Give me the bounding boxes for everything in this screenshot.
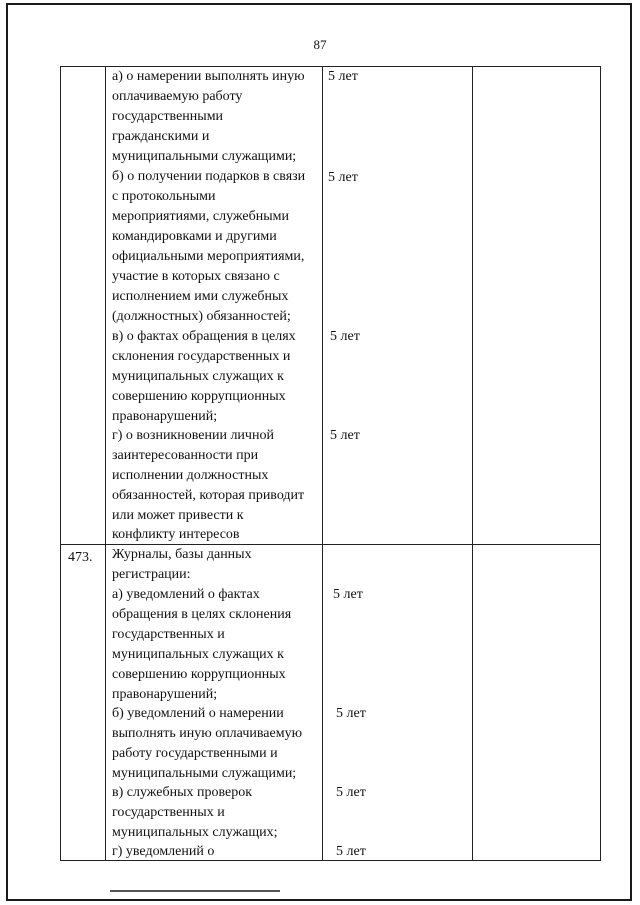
scan-mark [110, 890, 280, 892]
description-line: муниципальных служащих; [112, 825, 278, 840]
page-border [6, 3, 632, 901]
page-number: 87 [313, 37, 327, 52]
description-line: или может привести к [112, 508, 244, 523]
description-line: исполнением ими служебных [112, 289, 289, 304]
description-line: оплачиваемую работу [112, 89, 243, 104]
description-line: официальными мероприятиями, [112, 249, 305, 264]
description-line: г) о возникновении личной [112, 428, 274, 443]
description-line: обращения в целях склонения [112, 607, 292, 622]
description-line: правонарушений; [112, 409, 218, 424]
description-line: муниципальными служащими; [112, 766, 297, 781]
description-line: совершению коррупционных [112, 667, 286, 682]
description-line: заинтересованности при [112, 448, 259, 463]
retention-term: 5 лет [328, 170, 358, 185]
retention-term: 5 лет [330, 428, 360, 443]
description-line: правонарушений; [112, 687, 218, 702]
retention-term: 5 лет [336, 844, 366, 859]
number-column-rule [105, 66, 106, 861]
retention-term: 5 лет [330, 329, 360, 344]
description-line: б) о получении подарков в связи [112, 169, 306, 184]
description-line: командировками и другими [112, 229, 277, 244]
term-column-rule [472, 66, 473, 861]
description-line: Журналы, базы данных [112, 547, 252, 562]
description-line: участие в которых связано с [112, 269, 280, 284]
retention-term: 5 лет [328, 69, 358, 84]
description-line: мероприятиями, служебными [112, 209, 289, 224]
description-line: муниципальными служащими; [112, 149, 297, 164]
retention-term: 5 лет [333, 587, 363, 602]
description-line: государственных и [112, 627, 225, 642]
description-line: обязанностей, которая приводит [112, 488, 305, 503]
table-right-rule [600, 66, 601, 861]
description-line: регистрации: [112, 567, 191, 582]
row-number: 473. [68, 550, 93, 565]
description-line: выполнять иную оплачиваемую [112, 726, 303, 741]
description-line: б) уведомлений о намерении [112, 706, 284, 721]
table-left-rule [60, 66, 61, 861]
description-line: а) о намерении выполнять иную [112, 69, 305, 84]
description-line: в) служебных проверок [112, 785, 253, 800]
description-line: работу государственными и [112, 746, 278, 761]
description-column-rule [322, 66, 323, 861]
description-line: государственными [112, 109, 224, 124]
description-line: исполнении должностных [112, 468, 269, 483]
retention-term: 5 лет [336, 706, 366, 721]
description-line: совершению коррупционных [112, 389, 286, 404]
description-line: (должностных) обязанностей; [112, 309, 291, 324]
retention-term: 5 лет [336, 785, 366, 800]
description-line: государственных и [112, 805, 225, 820]
description-line: конфликту интересов [112, 527, 240, 542]
description-line: гражданскими и [112, 129, 210, 144]
description-line: муниципальных служащих к [112, 647, 284, 662]
description-line: в) о фактах обращения в целях [112, 329, 296, 344]
description-line: склонения государственных и [112, 349, 291, 364]
description-line: г) уведомлений о [112, 844, 215, 859]
description-line: с протокольными [112, 189, 216, 204]
description-line: муниципальных служащих к [112, 369, 284, 384]
description-line: а) уведомлений о фактах [112, 587, 260, 602]
